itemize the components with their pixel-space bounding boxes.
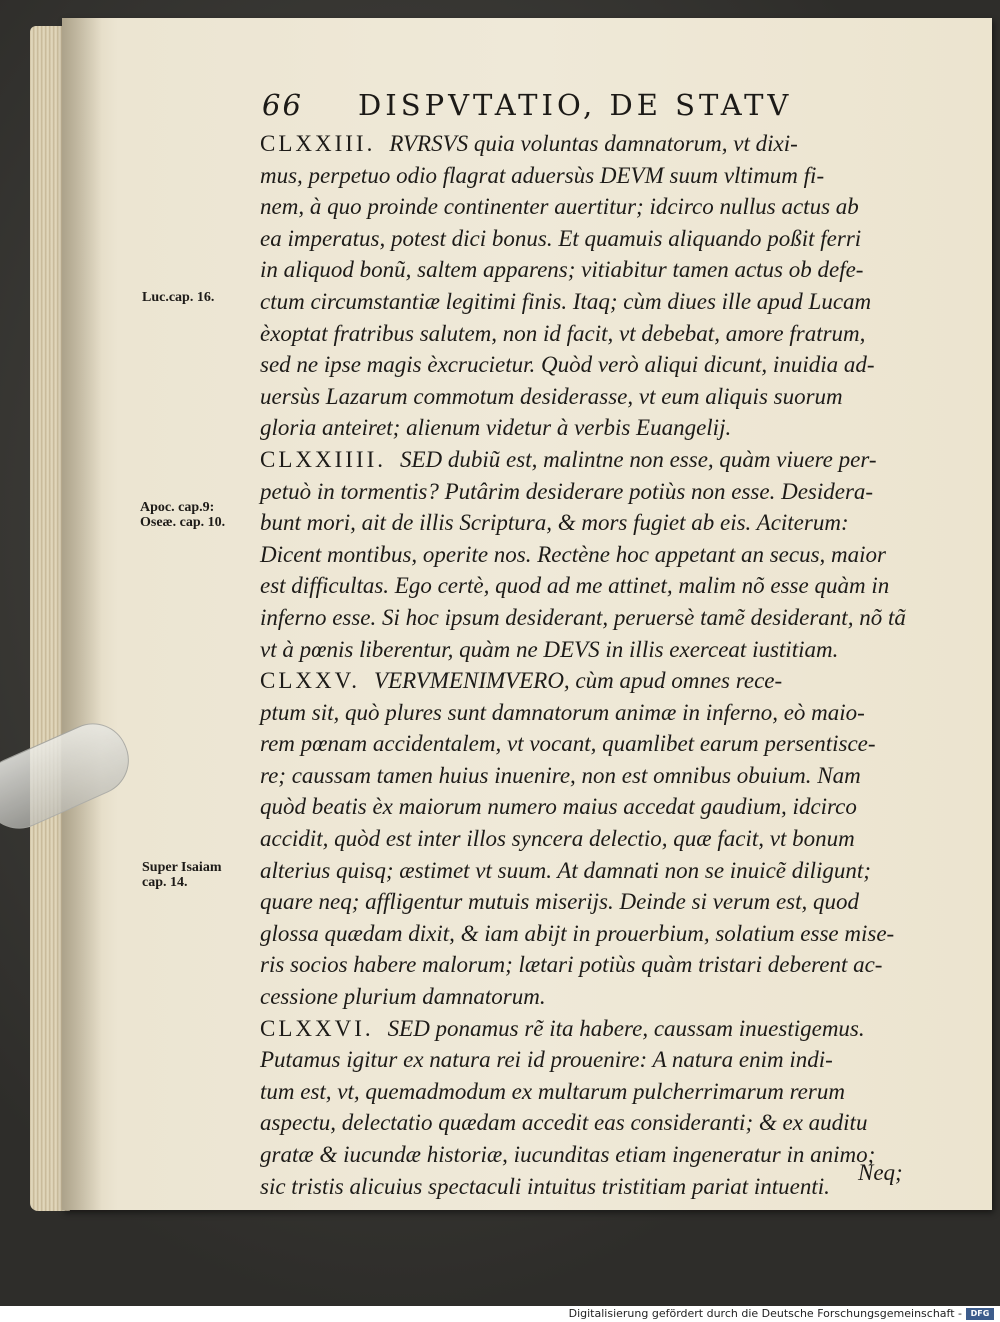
line-text: ea imperatus, potest dici bonus. Et quamuis aliquando poßit ferri bbox=[260, 225, 862, 251]
text-line bbox=[260, 476, 910, 508]
section-number: CLXXVI. bbox=[260, 1015, 374, 1041]
text-line bbox=[260, 1139, 910, 1171]
line-text: SED dubiũ est, malintne non esse, quàm viuere per- bbox=[400, 446, 877, 472]
text-line bbox=[260, 665, 910, 697]
line-text: èxoptat fratribus salutem, non id facit, vt debebat, amore fratrum, bbox=[260, 320, 866, 346]
page-header bbox=[262, 88, 902, 128]
margin-note-line: Luc.cap. 16. bbox=[142, 290, 215, 305]
section-number: CLXXV. bbox=[260, 668, 361, 694]
line-text: mus, perpetuo odio flagrat aduersùs DEVM suum vltimum fi- bbox=[260, 162, 825, 188]
text-line bbox=[260, 1171, 910, 1203]
line-text: vt à pœnis liberentur, quàm ne DEVS in illis exerceat iustitiam. bbox=[260, 636, 839, 662]
page-number: 66 bbox=[262, 88, 303, 122]
line-text: in aliquod bonũ, saltem apparens; vitiabitur tamen actus ob defe- bbox=[260, 257, 864, 283]
line-text: est difficultas. Ego certè, quod ad me attinet, malim nõ esse quàm in bbox=[260, 573, 890, 599]
line-text: nem, à quo proinde continenter auertitur; idcirco nullus actus ab bbox=[260, 194, 859, 220]
text-line bbox=[260, 1013, 910, 1045]
line-text: VERVMENIMVERO, cùm apud omnes rece- bbox=[374, 668, 783, 694]
line-text: gratæ & iucundæ historiæ, iucunditas etiam ingeneratur in animo; bbox=[260, 1142, 876, 1167]
text-line bbox=[260, 760, 910, 792]
text-line bbox=[260, 286, 910, 318]
text-line bbox=[260, 381, 910, 413]
text-line bbox=[260, 728, 910, 760]
line-text: ctum circumstantiæ legitimi finis. Itaq; cùm diues ille apud Lucam bbox=[260, 288, 872, 314]
line-text: ptum sit, quò plures sunt damnatorum animæ in inferno, eò maio- bbox=[260, 699, 865, 725]
margin-note bbox=[140, 500, 225, 530]
text-line bbox=[260, 444, 910, 476]
text-line bbox=[260, 918, 910, 950]
line-text: petuò in tormentis? Putârim desiderare potiùs non esse. Desidera- bbox=[260, 478, 874, 504]
margin-note-line: Super Isaiam bbox=[142, 860, 222, 875]
line-text: glossa quædam dixit, & iam abijt in prouerbium, solatium esse mise- bbox=[260, 920, 895, 946]
text-line bbox=[260, 223, 910, 255]
line-text: SED ponamus rẽ ita habere, caussam inuestigemus. bbox=[387, 1015, 865, 1041]
text-line bbox=[260, 1107, 910, 1139]
text-line bbox=[260, 886, 910, 918]
catchword: Neq; bbox=[858, 1160, 903, 1185]
body-text bbox=[260, 128, 910, 1202]
line-text: alterius quisq; æstimet vt suum. At damnati non se inuicẽ diligunt; bbox=[260, 857, 871, 883]
text-line bbox=[260, 570, 910, 602]
margin-note bbox=[142, 860, 221, 890]
text-line bbox=[260, 412, 910, 444]
section-number: CLXXIIII. bbox=[260, 446, 386, 472]
line-text: sed ne ipse magis èxcrucietur. Quòd verò aliqui dicunt, inuidia ad- bbox=[260, 352, 875, 378]
line-text: sic tristis alicuius spectaculi intuitus tristitiam pariat intuenti. bbox=[260, 1173, 830, 1199]
text-line bbox=[260, 1044, 910, 1076]
line-text: re; caussam tamen huius inuenire, non est omnibus obuium. Nam bbox=[260, 762, 861, 788]
line-text: Dicent montibus, operite nos. Rectène hoc appetant an secus, maior bbox=[260, 541, 886, 567]
line-text: quare neq; affligentur mutuis miserijs. Deinde si verum est, quod bbox=[260, 889, 859, 915]
text-line bbox=[260, 949, 910, 981]
footer-bar bbox=[0, 1306, 1000, 1322]
margin-note bbox=[142, 290, 214, 305]
text-line bbox=[260, 318, 910, 350]
line-text: tum est, vt, quemadmodum ex multarum pulcherrimarum rerum bbox=[260, 1078, 845, 1104]
text-line bbox=[260, 981, 910, 1013]
line-text: RVRSVS quia voluntas damnatorum, vt dixi- bbox=[389, 131, 798, 156]
text-line bbox=[260, 1076, 910, 1108]
line-text: cessione plurium damnatorum. bbox=[260, 984, 546, 1010]
line-text: accidit, quòd est inter illos syncera delectio, quæ facit, vt bonum bbox=[260, 826, 855, 852]
text-line bbox=[260, 128, 910, 160]
margin-note-line: cap. 14. bbox=[142, 875, 188, 890]
text-line bbox=[260, 254, 910, 286]
line-text: aspectu, delectatio quædam accedit eas consideranti; & ex auditu bbox=[260, 1110, 868, 1136]
text-line bbox=[260, 160, 910, 192]
page-gutter-shadow bbox=[62, 18, 102, 1210]
text-line bbox=[260, 791, 910, 823]
text-line bbox=[260, 855, 910, 887]
line-text: rem pœnam accidentalem, vt vocant, quamlibet earum persentisce- bbox=[260, 731, 876, 757]
text-line bbox=[260, 823, 910, 855]
line-text: bunt mori, ait de illis Scriptura, & mors fugiet ab eis. Aciterum: bbox=[260, 510, 849, 536]
line-text: uersùs Lazarum commotum desiderasse, vt eum aliquis suorum bbox=[260, 383, 843, 409]
line-text: quòd beatis èx maiorum numero maius accedat gaudium, idcirco bbox=[260, 794, 857, 820]
text-line bbox=[260, 602, 910, 634]
text-line bbox=[260, 349, 910, 381]
text-line bbox=[260, 697, 910, 729]
footer-credit: Digitalisierung gefördert durch die Deutsche Forschungsgemeinschaft - bbox=[568, 1307, 962, 1320]
text-line bbox=[260, 191, 910, 223]
text-line bbox=[260, 507, 910, 539]
line-text: ris socios habere malorum; lætari potiùs quàm tristari deberent ac- bbox=[260, 952, 883, 978]
running-title: DISPVTATIO, DE STATV bbox=[358, 88, 793, 122]
margin-note-line: Oseæ. cap. 10. bbox=[140, 515, 226, 530]
section-number: CLXXIII. bbox=[260, 131, 376, 156]
text-line bbox=[260, 634, 910, 666]
line-text: inferno esse. Si hoc ipsum desiderant, peruersè tamẽ desiderant, nõ tã bbox=[260, 604, 906, 630]
text-line bbox=[260, 539, 910, 571]
line-text: Putamus igitur ex natura rei id prouenire: A natura enim indi- bbox=[260, 1047, 833, 1073]
margin-note-line: Apoc. cap.9: bbox=[140, 500, 215, 515]
line-text: gloria anteiret; alienum videtur à verbis Euangelij. bbox=[260, 415, 732, 441]
dfg-logo: DFG bbox=[966, 1308, 994, 1320]
